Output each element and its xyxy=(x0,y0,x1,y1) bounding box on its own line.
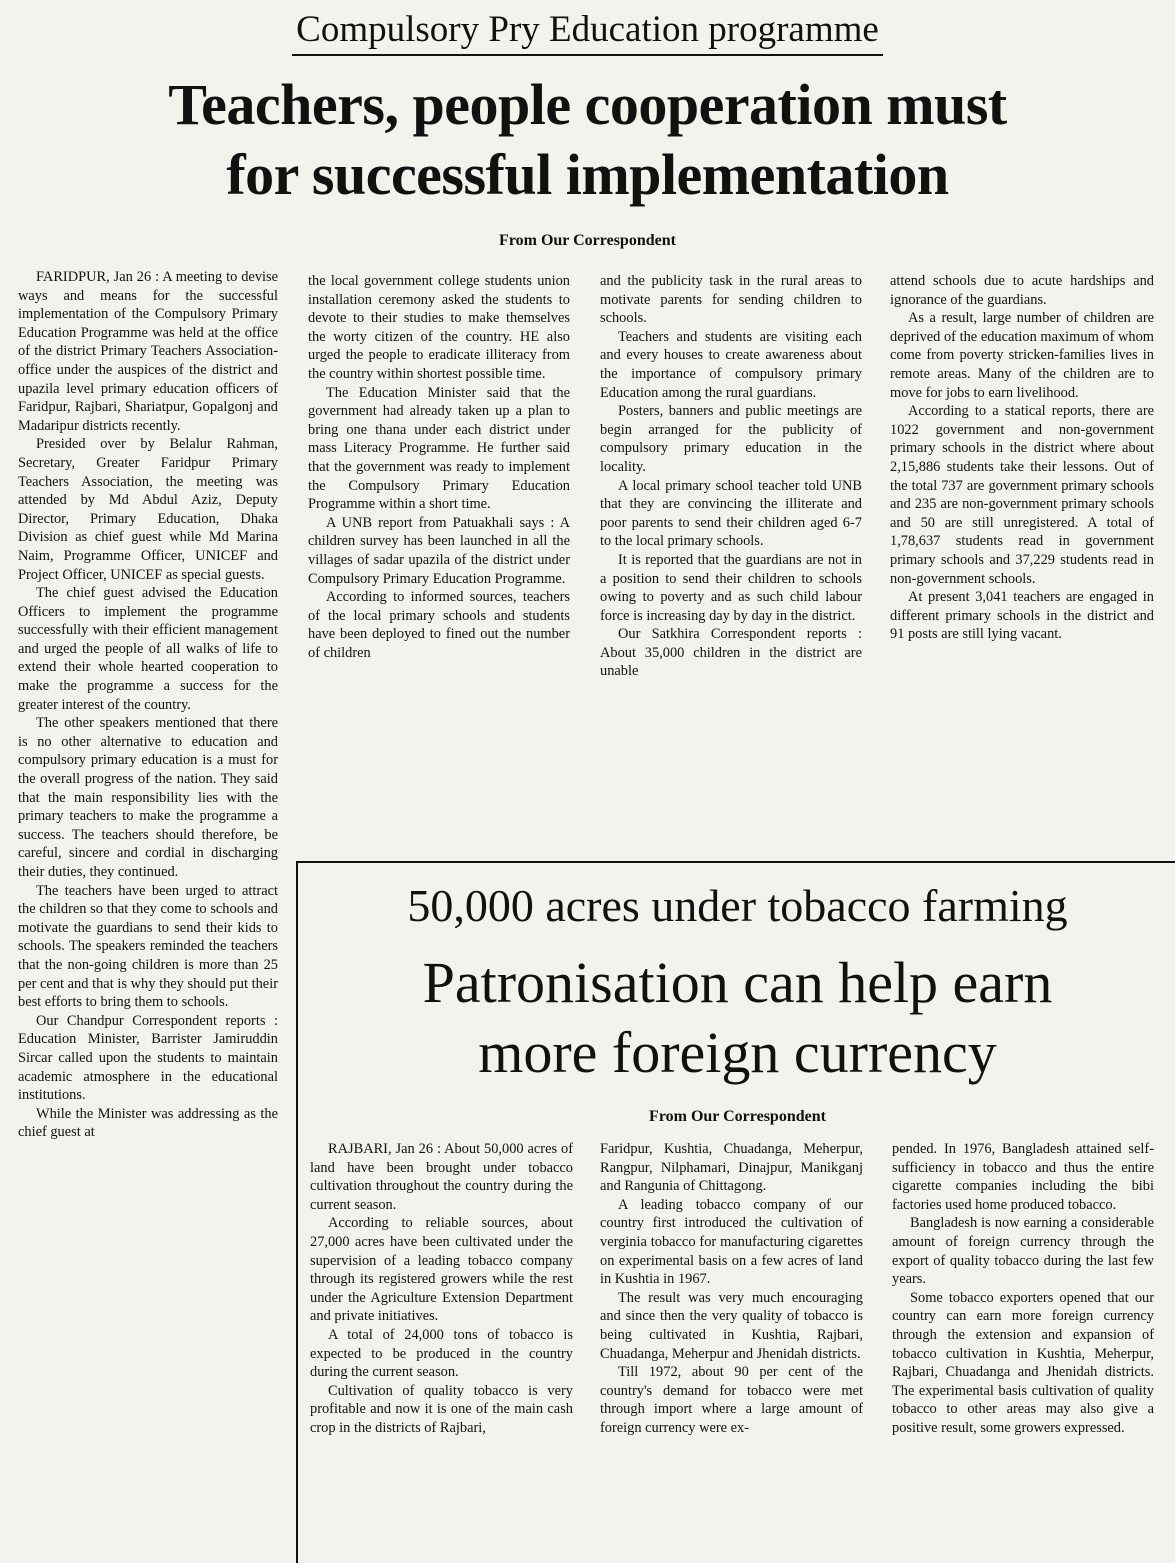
paragraph: FARIDPUR, Jan 26 : A meeting to devise ways and means for the successful implementation of the Compulsory Primary Education Programme was held at the office of the district Primary Teachers Association-office under the auspices of the district and upazila level primary education officers of Faridpur, Rajbari, Shariatpur, Gopalgonj and Madaripur districts recently. xyxy=(18,269,278,434)
paragraph: pended. In 1976, Bangladesh attained self-sufficiency in tobacco and thus the entire cigarette companies including the bibi factories used home produced tobacco. xyxy=(892,1141,1154,1213)
paragraph: It is reported that the guardians are not in a position to send their children to schools owing to poverty and as such child labour force is increasing day by day in the district. xyxy=(600,551,862,624)
article2-kicker: 50,000 acres under tobacco farming xyxy=(407,880,1068,931)
article1-column-4 xyxy=(890,272,1154,857)
paragraph: Our Satkhira Correspondent reports : About 35,000 children in the district are unable xyxy=(600,626,862,680)
paragraph: Bangladesh is now earning a considerable amount of foreign currency through the export of quality tobacco during the last few years. xyxy=(892,1215,1154,1288)
paragraph: A total of 24,000 tons of tobacco is expected to be produced in the country during the current season. xyxy=(310,1326,573,1381)
paragraph: attend schools due to acute hardships and ignorance of the guardians. xyxy=(890,273,1154,308)
paragraph: At present 3,041 teachers are engaged in different primary schools in the district and 91 posts are still lying vacant. xyxy=(890,589,1154,643)
article2-column-2 xyxy=(600,1140,863,1563)
paragraph: As a result, large number of children are deprived of the education maximum of whom come from poverty stricken-families lives in remote areas. Many of the children are to move for jobs to earn livelihood. xyxy=(890,310,1154,401)
paragraph: A local primary school teacher told UNB that they are convincing the illiterate and poor parents to send their children aged 6-7 to the local primary schools. xyxy=(600,477,862,550)
paragraph: The chief guest advised the Education Officers to implement the programme successfully with their efficient management and urged the people of all walks of life to extend their whole hearted cooperation to make the programme a success for the greater interest of the country. xyxy=(18,585,278,713)
paragraph: According to a statical reports, there are 1022 government and non-government primary schools in the district where about 2,15,886 students take their lessons. Out of the total 737 are government primary schools and 235 are non-government primary schools and 50 are still unregistered. A total of 1,78,637 students read in government primary schools and 37,229 students read in non-government schools. xyxy=(890,403,1154,587)
paragraph: the local government college students union installation ceremony asked the students to devote to their studies to make themselves the worty citizen of the country. HE also urged the people to eradicate illiteracy from the country within shortest possible time. xyxy=(308,273,570,382)
paragraph: Faridpur, Kushtia, Chuadanga, Meherpur, Rangpur, Nilphamari, Dinajpur, Manikganj and Rangunia of Chittagong. xyxy=(600,1141,863,1195)
paragraph: Our Chandpur Correspondent reports : Education Minister, Barrister Jamiruddin Sircar called upon the students to maintain academic atmosphere in the educational institutions. xyxy=(18,1012,278,1104)
article1-byline: From Our Correspondent xyxy=(499,232,676,249)
paragraph: Till 1972, about 90 per cent of the country's demand for tobacco were met through import where a large amount of foreign currency were ex- xyxy=(600,1364,863,1436)
paragraph: and the publicity task in the rural areas to motivate parents for sending children to schools. xyxy=(600,273,862,327)
paragraph: According to informed sources, teachers of the local primary schools and students have been deployed to fined out the number of children xyxy=(308,589,570,661)
article2-headline-line1: Patronisation can help earn xyxy=(422,950,1053,1015)
paragraph: The result was very much encouraging and since then the very quality of tobacco is being cultivated in Kushtia, Rajbari, Chuadanga, Meherpur and Jhenidah districts. xyxy=(600,1289,863,1362)
paragraph: A UNB report from Patuakhali says : A children survey has been launched in all the villages of sadar upazila of the district under Compulsory Primary Education Programme. xyxy=(308,514,570,587)
article1-headline-line2: for successful implementation xyxy=(226,142,949,207)
paragraph: Presided over by Belalur Rahman, Secretary, Greater Faridpur Primary Teachers Association, the meeting was attended by Md Abdul Aziz, Deputy Director, Primary Education, Dhaka Division as chief guest while Md Marina Naim, Programme Officer, UNICEF and Project Officer, UNICEF as special guests. xyxy=(18,436,278,583)
paragraph: The other speakers mentioned that there is no other alternative to education and compulsory primary education is a must for the overall progress of the nation. They said that the main responsibility lies with the primary teachers to make the programme a success. The teachers should therefore, be careful, sincere and cordial in discharging their duties, they continued. xyxy=(18,715,278,880)
article1-column-1 xyxy=(18,268,278,1563)
paragraph: Some tobacco exporters opened that our country can earn more foreign currency through the extension and expansion of tobacco cultivation in Kushtia, Meherpur, Rajbari, Chuadanga and Jhenidah districts. The experimental basis cultivation of quality tobacco to other areas may also give a positive result, some growers expressed. xyxy=(892,1289,1154,1436)
article2-headline-line2: more foreign currency xyxy=(478,1020,997,1085)
article1-headline xyxy=(0,70,1175,210)
paragraph: While the Minister was addressing as the chief guest at xyxy=(18,1105,278,1141)
article2-byline: From Our Correspondent xyxy=(649,1108,826,1125)
box-top-rule xyxy=(296,861,1175,863)
article1-kicker: Compulsory Pry Education programme xyxy=(0,8,1175,56)
article1-column-3 xyxy=(600,272,862,857)
paragraph: The Education Minister said that the government had already taken up a plan to bring one thana under each district under mass Literacy Programme. He further said that the government was ready to implement the Compulsory Primary Education Programme within a short time. xyxy=(308,384,570,513)
paragraph: According to reliable sources, about 27,000 acres have been cultivated under the supervision of a leading tobacco company through its registered growers while the rest under the Agriculture Extension Department and private initiatives. xyxy=(310,1215,573,1325)
paragraph: RAJBARI, Jan 26 : About 50,000 acres of land have been brought under tobacco cultivation throughout the country during the current season. xyxy=(310,1141,573,1213)
box-left-rule xyxy=(296,861,298,1563)
article2-headline xyxy=(300,948,1175,1088)
article2-column-3 xyxy=(892,1140,1154,1563)
article2-column-1 xyxy=(310,1140,573,1563)
paragraph: A leading tobacco company of our country first introduced the cultivation of verginia tobacco for manufacturing cigarettes on experimental basis on a few acres of land in Kushtia in 1967. xyxy=(600,1196,863,1288)
paragraph: Posters, banners and public meetings are begin arranged for the publicity of compulsory primary education in the locality. xyxy=(600,403,862,475)
paragraph: The teachers have been urged to attract the children so that they come to schools and motivate the guardians to send their kids to schools. The speakers reminded the teachers that the non-going children is more than 25 per cent and that is why they should put their best efforts to bring them to schools. xyxy=(18,882,278,1011)
article1-headline-line1: Teachers, people cooperation must xyxy=(168,72,1007,137)
paragraph: Teachers and students are visiting each and every houses to create awareness about the importance of compulsory primary Education among the rural guardians. xyxy=(600,328,862,401)
paragraph: Cultivation of quality tobacco is very profitable and now it is one of the main cash crop in the districts of Rajbari, xyxy=(310,1382,573,1436)
article1-column-2 xyxy=(308,272,570,857)
